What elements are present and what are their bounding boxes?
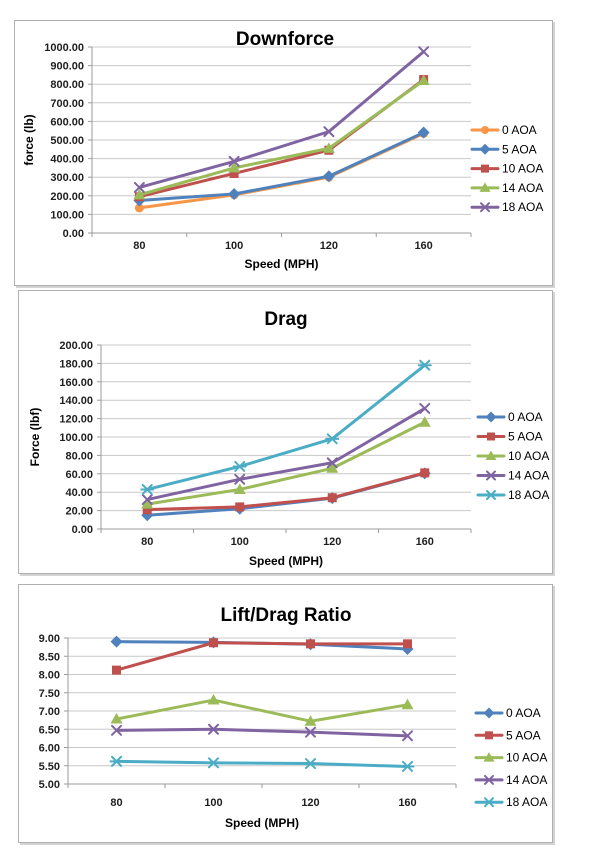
y-tick-label: 100.00: [59, 432, 93, 444]
legend-item-18-aoa[interactable]: [472, 200, 543, 214]
y-tick-label: 400.00: [50, 153, 84, 166]
y-tick-label: 20.00: [65, 505, 93, 518]
diamond-marker: [111, 636, 123, 648]
legend-item-5-aoa[interactable]: [472, 142, 537, 156]
series-line: [139, 133, 423, 201]
legend-item-0-aoa[interactable]: [472, 123, 537, 137]
x-tick-label: 120: [301, 797, 320, 809]
axes: [92, 47, 471, 237]
triangle-marker: [208, 694, 220, 705]
legend: [472, 123, 543, 214]
triangle-marker: [419, 416, 431, 427]
asterisk-marker: [305, 759, 317, 768]
square-marker: [487, 433, 495, 441]
square-marker: [112, 666, 121, 675]
square-marker: [328, 493, 337, 502]
legend-label: 10 AOA: [506, 750, 548, 765]
y-tick-label: 500.00: [50, 135, 84, 147]
square-marker: [403, 639, 412, 648]
legend-label: 14 AOA: [502, 180, 544, 195]
legend-label: 5 AOA: [506, 728, 541, 743]
diamond-marker: [323, 170, 335, 182]
series-line: [117, 729, 408, 736]
square-marker: [235, 502, 244, 511]
x-axis-title: Speed (MPH): [244, 257, 319, 271]
y-tick-label: 140.00: [59, 395, 93, 408]
y-tick-label: 160.00: [59, 376, 93, 389]
legend-label: 14 AOA: [506, 772, 548, 787]
diamond-marker: [228, 188, 240, 200]
y-tick-label: 180.00: [59, 358, 93, 371]
asterisk-marker: [486, 491, 497, 499]
asterisk-marker: [484, 798, 495, 806]
series-line: [139, 80, 423, 197]
legend-label: 18 AOA: [506, 795, 548, 810]
x-tick-label: 100: [224, 240, 244, 252]
drag-chart: [19, 291, 552, 573]
y-tick-label: 100.00: [50, 209, 84, 222]
square-marker: [481, 165, 489, 173]
legend-item-5-aoa[interactable]: [478, 430, 543, 444]
y-tick-label: 7.50: [38, 687, 60, 700]
legend-item-14-aoa[interactable]: [472, 181, 543, 195]
x-tick-label: 120: [323, 536, 342, 548]
downforce-chart-panel[interactable]: [14, 20, 553, 286]
asterisk-marker: [402, 762, 414, 771]
x-marker: [419, 47, 428, 56]
y-tick-label: 0.00: [71, 524, 93, 536]
series-18-aoa: [111, 757, 414, 771]
x-axis-title: Speed (MPH): [224, 816, 300, 830]
x-tick-label: 80: [141, 536, 154, 548]
square-marker: [485, 731, 493, 739]
legend-item-14-aoa[interactable]: [478, 469, 549, 483]
legend-label: 18 AOA: [502, 200, 544, 215]
y-tick-label: 40.00: [65, 487, 93, 500]
series-10-aoa: [111, 694, 414, 726]
y-tick-label: 900.00: [50, 60, 84, 73]
legend-item-0-aoa[interactable]: [476, 706, 541, 720]
series-line: [139, 80, 423, 194]
y-tick-label: 9.00: [38, 633, 60, 645]
legend-item-0-aoa[interactable]: [478, 410, 543, 424]
chart-title: Lift/Drag Ratio: [220, 605, 352, 626]
y-tick-label: 800.00: [50, 79, 84, 92]
chart-title: Downforce: [235, 29, 335, 50]
legend-label: 0 AOA: [506, 706, 541, 720]
y-tick-label: 80.00: [65, 450, 93, 463]
x-tick-label: 120: [319, 240, 339, 252]
lift-drag-ratio-chart-panel[interactable]: [18, 584, 553, 843]
asterisk-marker: [326, 434, 338, 443]
series-line: [139, 52, 423, 188]
legend-item-10-aoa[interactable]: [476, 751, 547, 765]
square-marker: [306, 639, 315, 648]
y-axis-title: Force (lbf): [28, 407, 42, 467]
square-marker: [209, 638, 218, 647]
legend-label: 0 AOA: [502, 123, 537, 137]
series-0-aoa: [135, 129, 428, 212]
series-5-aoa: [133, 127, 429, 207]
y-tick-label: 200.00: [50, 190, 84, 203]
y-tick-label: 0.00: [62, 228, 84, 240]
legend-item-14-aoa[interactable]: [476, 773, 547, 787]
x-tick-label: 160: [414, 240, 433, 252]
legend-item-5-aoa[interactable]: [476, 728, 541, 742]
diamond-marker: [480, 144, 491, 155]
y-tick-label: 8.00: [38, 669, 60, 682]
legend-label: 5 AOA: [502, 142, 537, 157]
x-tick-label: 80: [110, 797, 123, 809]
legend-label: 0 AOA: [508, 410, 543, 424]
y-tick-label: 5.00: [38, 779, 60, 791]
legend-label: 10 AOA: [508, 449, 550, 463]
series-18-aoa: [135, 47, 428, 192]
x-tick-label: 160: [398, 797, 417, 809]
drag-chart-panel[interactable]: [18, 290, 553, 574]
diamond-marker: [484, 708, 495, 719]
y-tick-label: 120.00: [59, 413, 93, 426]
y-tick-label: 7.00: [38, 706, 60, 718]
y-tick-label: 700.00: [50, 97, 84, 110]
legend-label: 5 AOA: [508, 429, 543, 444]
legend: [476, 706, 547, 809]
x-marker: [420, 404, 429, 413]
legend-item-18-aoa[interactable]: [478, 488, 549, 502]
y-tick-label: 60.00: [65, 468, 93, 481]
y-tick-label: 5.50: [38, 760, 60, 773]
x-tick-label: 100: [230, 536, 249, 548]
y-tick-label: 8.50: [38, 651, 60, 664]
lift-drag-ratio-chart: [19, 585, 552, 842]
asterisk-marker: [111, 757, 123, 766]
y-axis-title: force (lb): [22, 114, 36, 166]
x-tick-label: 160: [415, 536, 434, 548]
circle-marker: [481, 126, 489, 134]
downforce-chart: [15, 21, 552, 285]
legend-item-10-aoa[interactable]: [478, 449, 549, 463]
y-tick-label: 6.00: [38, 742, 60, 755]
series-14-aoa: [112, 725, 412, 741]
legend-label: 10 AOA: [502, 161, 544, 176]
y-tick-label: 1000.00: [44, 42, 84, 54]
legend-label: 14 AOA: [508, 468, 550, 483]
legend-item-10-aoa[interactable]: [472, 162, 543, 176]
legend-label: 18 AOA: [508, 488, 550, 502]
x-tick-label: 80: [133, 240, 146, 252]
legend-item-18-aoa[interactable]: [476, 795, 547, 809]
diamond-marker: [486, 412, 497, 423]
square-marker: [420, 468, 429, 477]
asterisk-marker: [234, 462, 246, 471]
x-tick-label: 100: [204, 797, 223, 809]
y-tick-label: 200.00: [59, 340, 93, 352]
series-0-aoa: [141, 467, 431, 521]
chart-title: Drag: [264, 309, 308, 330]
legend: [478, 410, 549, 502]
y-tick-label: 300.00: [50, 172, 84, 185]
x-axis-title: Speed (MPH): [248, 554, 324, 568]
series-14-aoa: [133, 74, 429, 199]
y-tick-label: 6.50: [38, 724, 60, 737]
y-tick-label: 600.00: [50, 116, 84, 129]
asterisk-marker: [419, 361, 431, 370]
